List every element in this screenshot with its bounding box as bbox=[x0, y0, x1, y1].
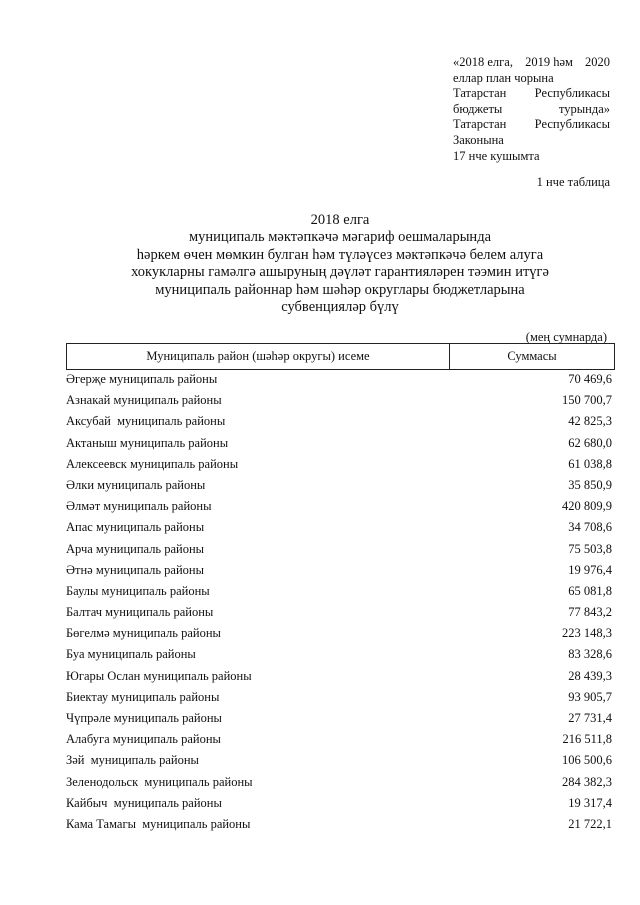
table-row bbox=[66, 814, 612, 835]
table-number: 1 нче таблица bbox=[536, 175, 610, 189]
table-body bbox=[66, 369, 612, 835]
district-name: Азнакай муниципаль районы bbox=[66, 393, 222, 408]
table-row bbox=[66, 793, 612, 814]
district-name: Арча муниципаль районы bbox=[66, 541, 205, 556]
subvention-amount: 19 317,4 bbox=[568, 795, 612, 810]
subvention-amount: 62 680,0 bbox=[568, 435, 612, 450]
note-text: 2020 bbox=[585, 55, 610, 69]
district-name: Әлмәт муниципаль районы bbox=[66, 499, 212, 514]
district-name: Чүпрәле муниципаль районы bbox=[66, 711, 222, 725]
subvention-amount: 61 038,8 bbox=[568, 456, 612, 471]
district-name: Буа муниципаль районы bbox=[66, 647, 196, 662]
note-line bbox=[453, 133, 610, 149]
table-row bbox=[66, 729, 612, 750]
note-text: Татарстан bbox=[453, 117, 507, 132]
subvention-amount: 83 328,6 bbox=[568, 647, 612, 662]
table-row bbox=[66, 708, 612, 729]
table-row bbox=[66, 581, 612, 602]
subvention-amount: 27 731,4 bbox=[568, 711, 612, 725]
table-row bbox=[66, 496, 612, 517]
district-name: Аксубай муниципаль районы bbox=[66, 414, 226, 429]
subvention-amount: 65 081,8 bbox=[568, 583, 612, 598]
title-line: һәркем өчен мөмкин булган һәм түләүсез мәктәпкәчә белем алуга bbox=[136, 246, 544, 263]
table-row bbox=[66, 454, 612, 475]
district-name: Кама Тамагы муниципаль районы bbox=[66, 816, 251, 831]
table-row bbox=[66, 687, 612, 708]
column-header-name: Муниципаль район (шәһәр округы) исеме bbox=[67, 344, 450, 369]
subvention-amount: 28 439,3 bbox=[568, 668, 612, 683]
note-text: бюджеты bbox=[453, 101, 503, 116]
subvention-amount: 420 809,9 bbox=[562, 499, 612, 514]
district-name: Биектау муниципаль районы bbox=[66, 689, 220, 704]
note-text: Законына bbox=[453, 132, 504, 147]
table-row bbox=[66, 539, 612, 560]
district-name: Әтнә муниципаль районы bbox=[66, 562, 205, 577]
table-row bbox=[66, 433, 612, 454]
note-text: Республикасы bbox=[534, 117, 610, 132]
district-name: Алексеевск муниципаль районы bbox=[66, 456, 239, 471]
note-text: «2018 елга, bbox=[453, 55, 513, 69]
district-name: Зеленодольск муниципаль районы bbox=[66, 774, 253, 789]
subvention-amount: 19 976,4 bbox=[568, 562, 612, 577]
title-line: 2018 елга bbox=[310, 212, 370, 228]
table-row bbox=[66, 369, 612, 390]
table-row bbox=[66, 750, 612, 771]
district-name: Зәй муниципаль районы bbox=[66, 753, 199, 768]
district-name: Актаныш муниципаль районы bbox=[66, 435, 229, 450]
table-row bbox=[66, 644, 612, 665]
table-row bbox=[66, 666, 612, 687]
note-text: 17 нче кушымта bbox=[453, 148, 540, 163]
document-title bbox=[60, 212, 620, 316]
title-line: муниципаль мәктәпкәчә мәгариф оешмаларында bbox=[188, 229, 492, 246]
note-line bbox=[453, 102, 610, 118]
district-name: Бөгелмә муниципаль районы bbox=[66, 626, 221, 641]
title-line: муниципаль районнар һәм шәһәр округлары бюджетларына bbox=[155, 281, 525, 298]
subvention-amount: 70 469,6 bbox=[568, 372, 612, 386]
note-line bbox=[453, 71, 610, 87]
subvention-amount: 223 148,3 bbox=[562, 626, 612, 641]
district-name: Кайбыч муниципаль районы bbox=[66, 795, 222, 810]
subvention-amount: 284 382,3 bbox=[562, 774, 612, 789]
table-row bbox=[66, 390, 612, 411]
subvention-amount: 93 905,7 bbox=[568, 689, 612, 704]
note-line bbox=[453, 117, 610, 133]
table-row bbox=[66, 517, 612, 538]
unit-note: (мең сумнарда) bbox=[525, 330, 607, 344]
title-line: хокукларны гамәлгә ашыруның дәүләт гарантияләрен тәэмин итүгә bbox=[131, 264, 549, 281]
note-line bbox=[453, 149, 610, 165]
subvention-amount: 77 843,2 bbox=[568, 605, 612, 620]
table-row bbox=[66, 411, 612, 432]
table-header bbox=[66, 343, 615, 370]
subvention-amount: 150 700,7 bbox=[562, 393, 612, 408]
district-name: Алабуга муниципаль районы bbox=[66, 732, 221, 747]
subvention-amount: 35 850,9 bbox=[568, 477, 612, 492]
note-text: Республикасы bbox=[534, 86, 610, 101]
note-line bbox=[453, 55, 610, 71]
district-name: Әгерҗе муниципаль районы bbox=[66, 372, 218, 386]
subvention-amount: 42 825,3 bbox=[568, 414, 612, 429]
district-name: Апас муниципаль районы bbox=[66, 520, 205, 535]
table-row bbox=[66, 475, 612, 496]
column-header-sum: Суммасы bbox=[507, 349, 557, 363]
note-text: турында» bbox=[558, 101, 610, 116]
district-name: Баулы муниципаль районы bbox=[66, 583, 210, 598]
district-name: Югары Ослан муниципаль районы bbox=[66, 668, 252, 683]
law-reference-note bbox=[453, 55, 610, 164]
table-row bbox=[66, 602, 612, 623]
subvention-amount: 106 500,6 bbox=[562, 753, 612, 768]
table-row bbox=[66, 560, 612, 581]
subvention-amount: 216 511,8 bbox=[562, 732, 612, 747]
district-name: Балтач муниципаль районы bbox=[66, 605, 214, 620]
note-line bbox=[453, 86, 610, 102]
title-line: субвенцияләр бүлү bbox=[281, 299, 399, 316]
note-text: Татарстан bbox=[453, 86, 507, 101]
subvention-amount: 21 722,1 bbox=[568, 816, 612, 831]
subvention-amount: 75 503,8 bbox=[568, 541, 612, 556]
table-row bbox=[66, 623, 612, 644]
subvention-amount: 34 708,6 bbox=[568, 520, 612, 535]
note-text: еллар план чорына bbox=[453, 70, 554, 85]
note-text: 2019 һәм bbox=[525, 55, 573, 69]
table-row bbox=[66, 772, 612, 793]
district-name: Әлки муниципаль районы bbox=[66, 477, 206, 492]
